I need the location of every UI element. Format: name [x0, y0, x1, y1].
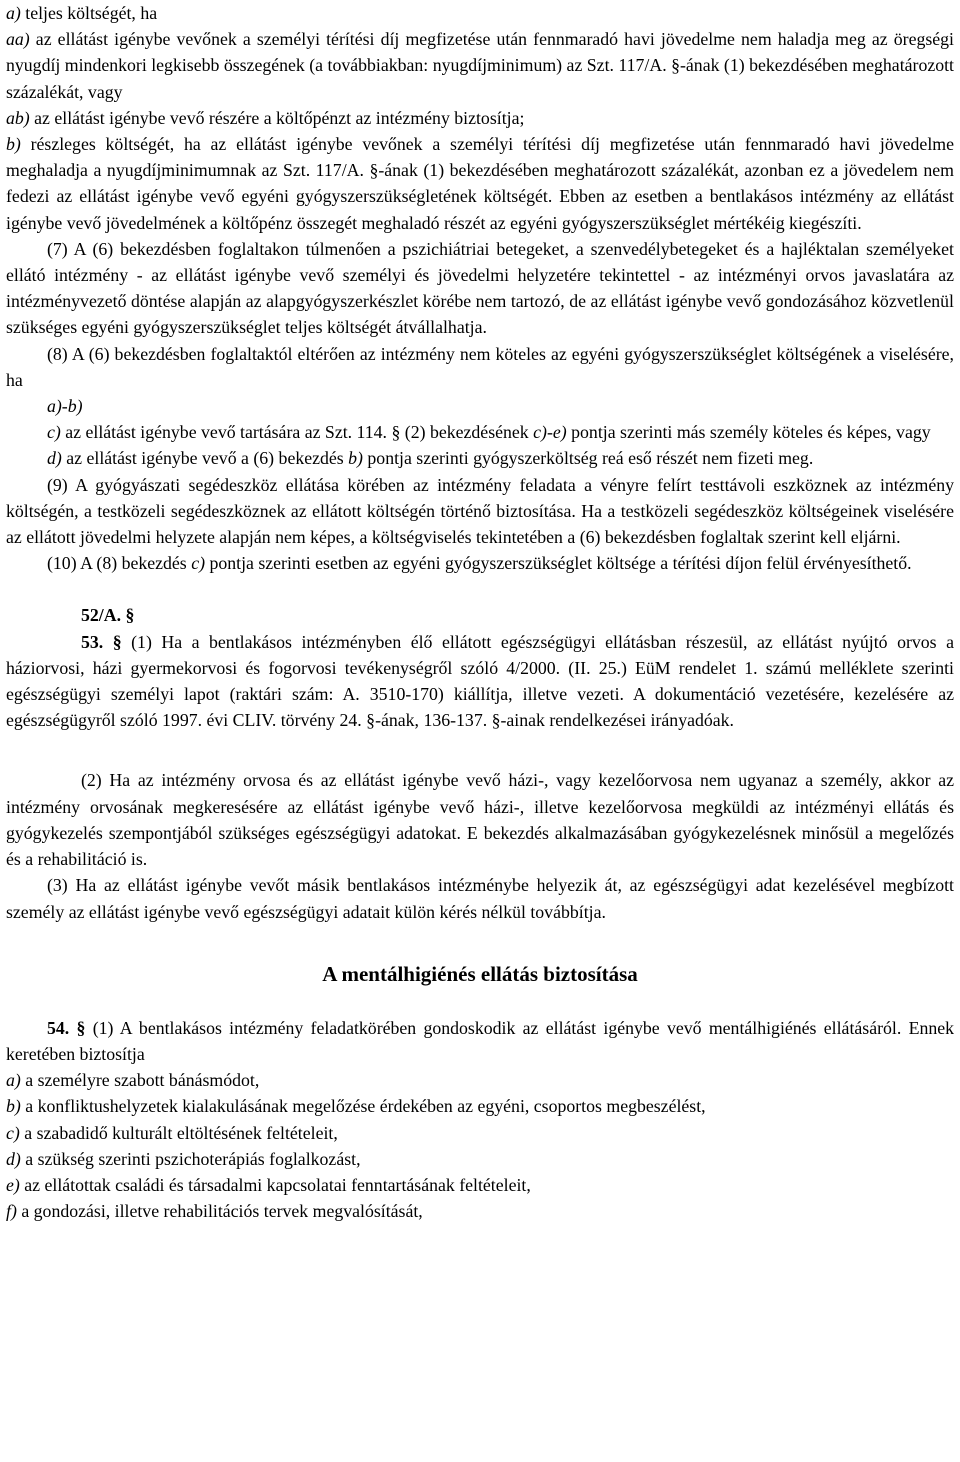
- item-b: b) részleges költségét, ha az ellátást igénybe vevőnek a személyi térítési díj megfizetése után fennmaradó havi jövedelme meghaladja a nyugdíjminimumnak az Szt. 117/A. §-ának (1) bekezdésében meghatározott százalékát, azonban ez a jövedelem nem fedezi az ellátást igénybe vevő egyéni gyógyszerszükségletének költségét. Ebben az esetben a bentlakásos intézmény az ellátást igénybe vevő jövedelmének a költőpénz összegét meghaladó részét az egyéni gyógyszerszükséglet mértékéig kiegészíti.: [6, 134, 954, 233]
- list-item: a) a személyre szabott bánásmódot,: [6, 1070, 260, 1091]
- paragraph-8: (8) A (6) bekezdésben foglaltaktól eltérően az intézmény nem köteles az egyéni gyógyszerszükséglet költségének a viselésére, ha: [6, 343, 954, 390]
- list-item: e) az ellátottak családi és társadalmi kapcsolatai fenntartásának feltételeit,: [6, 1174, 531, 1195]
- section-54-intro: 54. § (1) A bentlakásos intézmény feladatkörében gondoskodik az ellátást igénybe vevő mentálhigiénés ellátásáról. Ennek keretében biztosítja: [6, 1017, 955, 1064]
- list-item: d) a szükség szerinti pszichoterápiás foglalkozást,: [6, 1148, 361, 1169]
- list-item: f) a gondozási, illetve rehabilitációs tervek megvalósítását,: [6, 1201, 423, 1222]
- item-a: a) teljes költségét, ha: [6, 3, 158, 23]
- item-a-b: a)-b): [47, 396, 83, 417]
- section-52a: 52/A. §: [81, 605, 135, 626]
- section-53-p3: (3) Ha az ellátást igénybe vevőt másik bentlakásos intézménybe helyezik át, az egészségügyi adat kezelésével megbízott személy az ellátást igénybe vevő egészségügyi adatait külön kérés nélkül továbbítja.: [6, 875, 954, 922]
- item-ab: ab) az ellátást igénybe vevő részére a költőpénzt az intézmény biztosítja;: [6, 107, 525, 128]
- paragraph-7: (7) A (6) bekezdésben foglaltakon túlmenően a pszichiátriai betegeket, a szenvedélybetegeket és a hajléktalan személyeket ellátó intézmény - az ellátást igénybe vevő személyi és jövedelmi helyzetére tekintettel - az intézményi orvos javaslatára az intézményvezető döntése alapján az alapgyógyszerkészlet körébe nem tartozó, de az ellátást igénybe vevő gondozásához közvetlenül szükséges egyéni gyógyszerszükséglet teljes költségét átvállalhatja.: [6, 238, 954, 338]
- paragraph-9: (9) A gyógyászati segédeszköz ellátása körében az intézmény feladata a vényre felírt testtávoli eszköznek az intézmény költségén, a testközeli segédeszköznek az ellátott költségén történő biztosítása. Ha a testközeli segédeszköz költségeinek viselésére az ellátott jövedelmi helyzete alapján nem képes, a költségviselés tekintetében a (6) bekezdésben foglaltak szerint kell eljárni.: [6, 474, 954, 548]
- section-53-p2: (2) Ha az intézmény orvosa és az ellátást igénybe vevő házi-, vagy kezelőorvosa nem ugyanaz a személy, akkor az intézmény orvosának megkeresésére az ellátást igénybe vevő házi-, illetve kezelőorvosa megküldi az intézményi ellátás és gyógykezelés szempontjából szükséges egészségügyi adatokat. E bekezdés alkalmazásában gyógykezelésnek minősül a megelőzés és a rehabilitáció is.: [6, 770, 954, 870]
- paragraph-10: (10) A (8) bekezdés c) pontja szerinti esetben az egyéni gyógyszerszükséglet költsége a térítési díjon felül érvényesíthető.: [47, 553, 912, 574]
- item-aa: aa) az ellátást igénybe vevőnek a személyi térítési díj megfizetése után fennmaradó havi jövedelme nem haladja meg az öregségi nyugdíj mindenkori legkisebb összegének (a továbbiakban: nyugdíjminimum) az Szt. 117/A. §-ának (1) bekezdésében meghatározott százalékát, vagy: [6, 29, 954, 102]
- item-c: c) az ellátást igénybe vevő tartására az Szt. 114. § (2) bekezdésének c)-e) pontja szerinti más személy köteles és képes, vagy: [47, 422, 931, 443]
- section-53-p1: 53. § (1) Ha a bentlakásos intézményben élő ellátott egészségügyi ellátásban részesül, az ellátást nyújtó orvos a háziorvosi, házi gyermekorvosi és fogorvosi tevékenységről szóló 4/2000. (II. 25.) EüM rendelet 1. számú melléklete szerinti egészségügyi személyi lapot (raktári szám: A. 3510-170) kiállítja, illetve vezeti. A dokumentáció vezetésére, kezelésére az egészségügyről szóló 1997. évi CLIV. törvény 24. §-ának, 136-137. §-ainak rendelkezései irányadóak.: [6, 631, 954, 731]
- section-heading: A mentálhigiénés ellátás biztosítása: [322, 961, 638, 986]
- list-item: c) a szabadidő kulturált eltöltésének feltételeit,: [6, 1122, 338, 1143]
- item-d: d) az ellátást igénybe vevő a (6) bekezdés b) pontja szerinti gyógyszerköltség reá eső részét nem fizeti meg.: [47, 448, 814, 469]
- list-item: b) a konfliktushelyzetek kialakulásának megelőzése érdekében az egyéni, csoportos megbeszélést,: [6, 1096, 706, 1117]
